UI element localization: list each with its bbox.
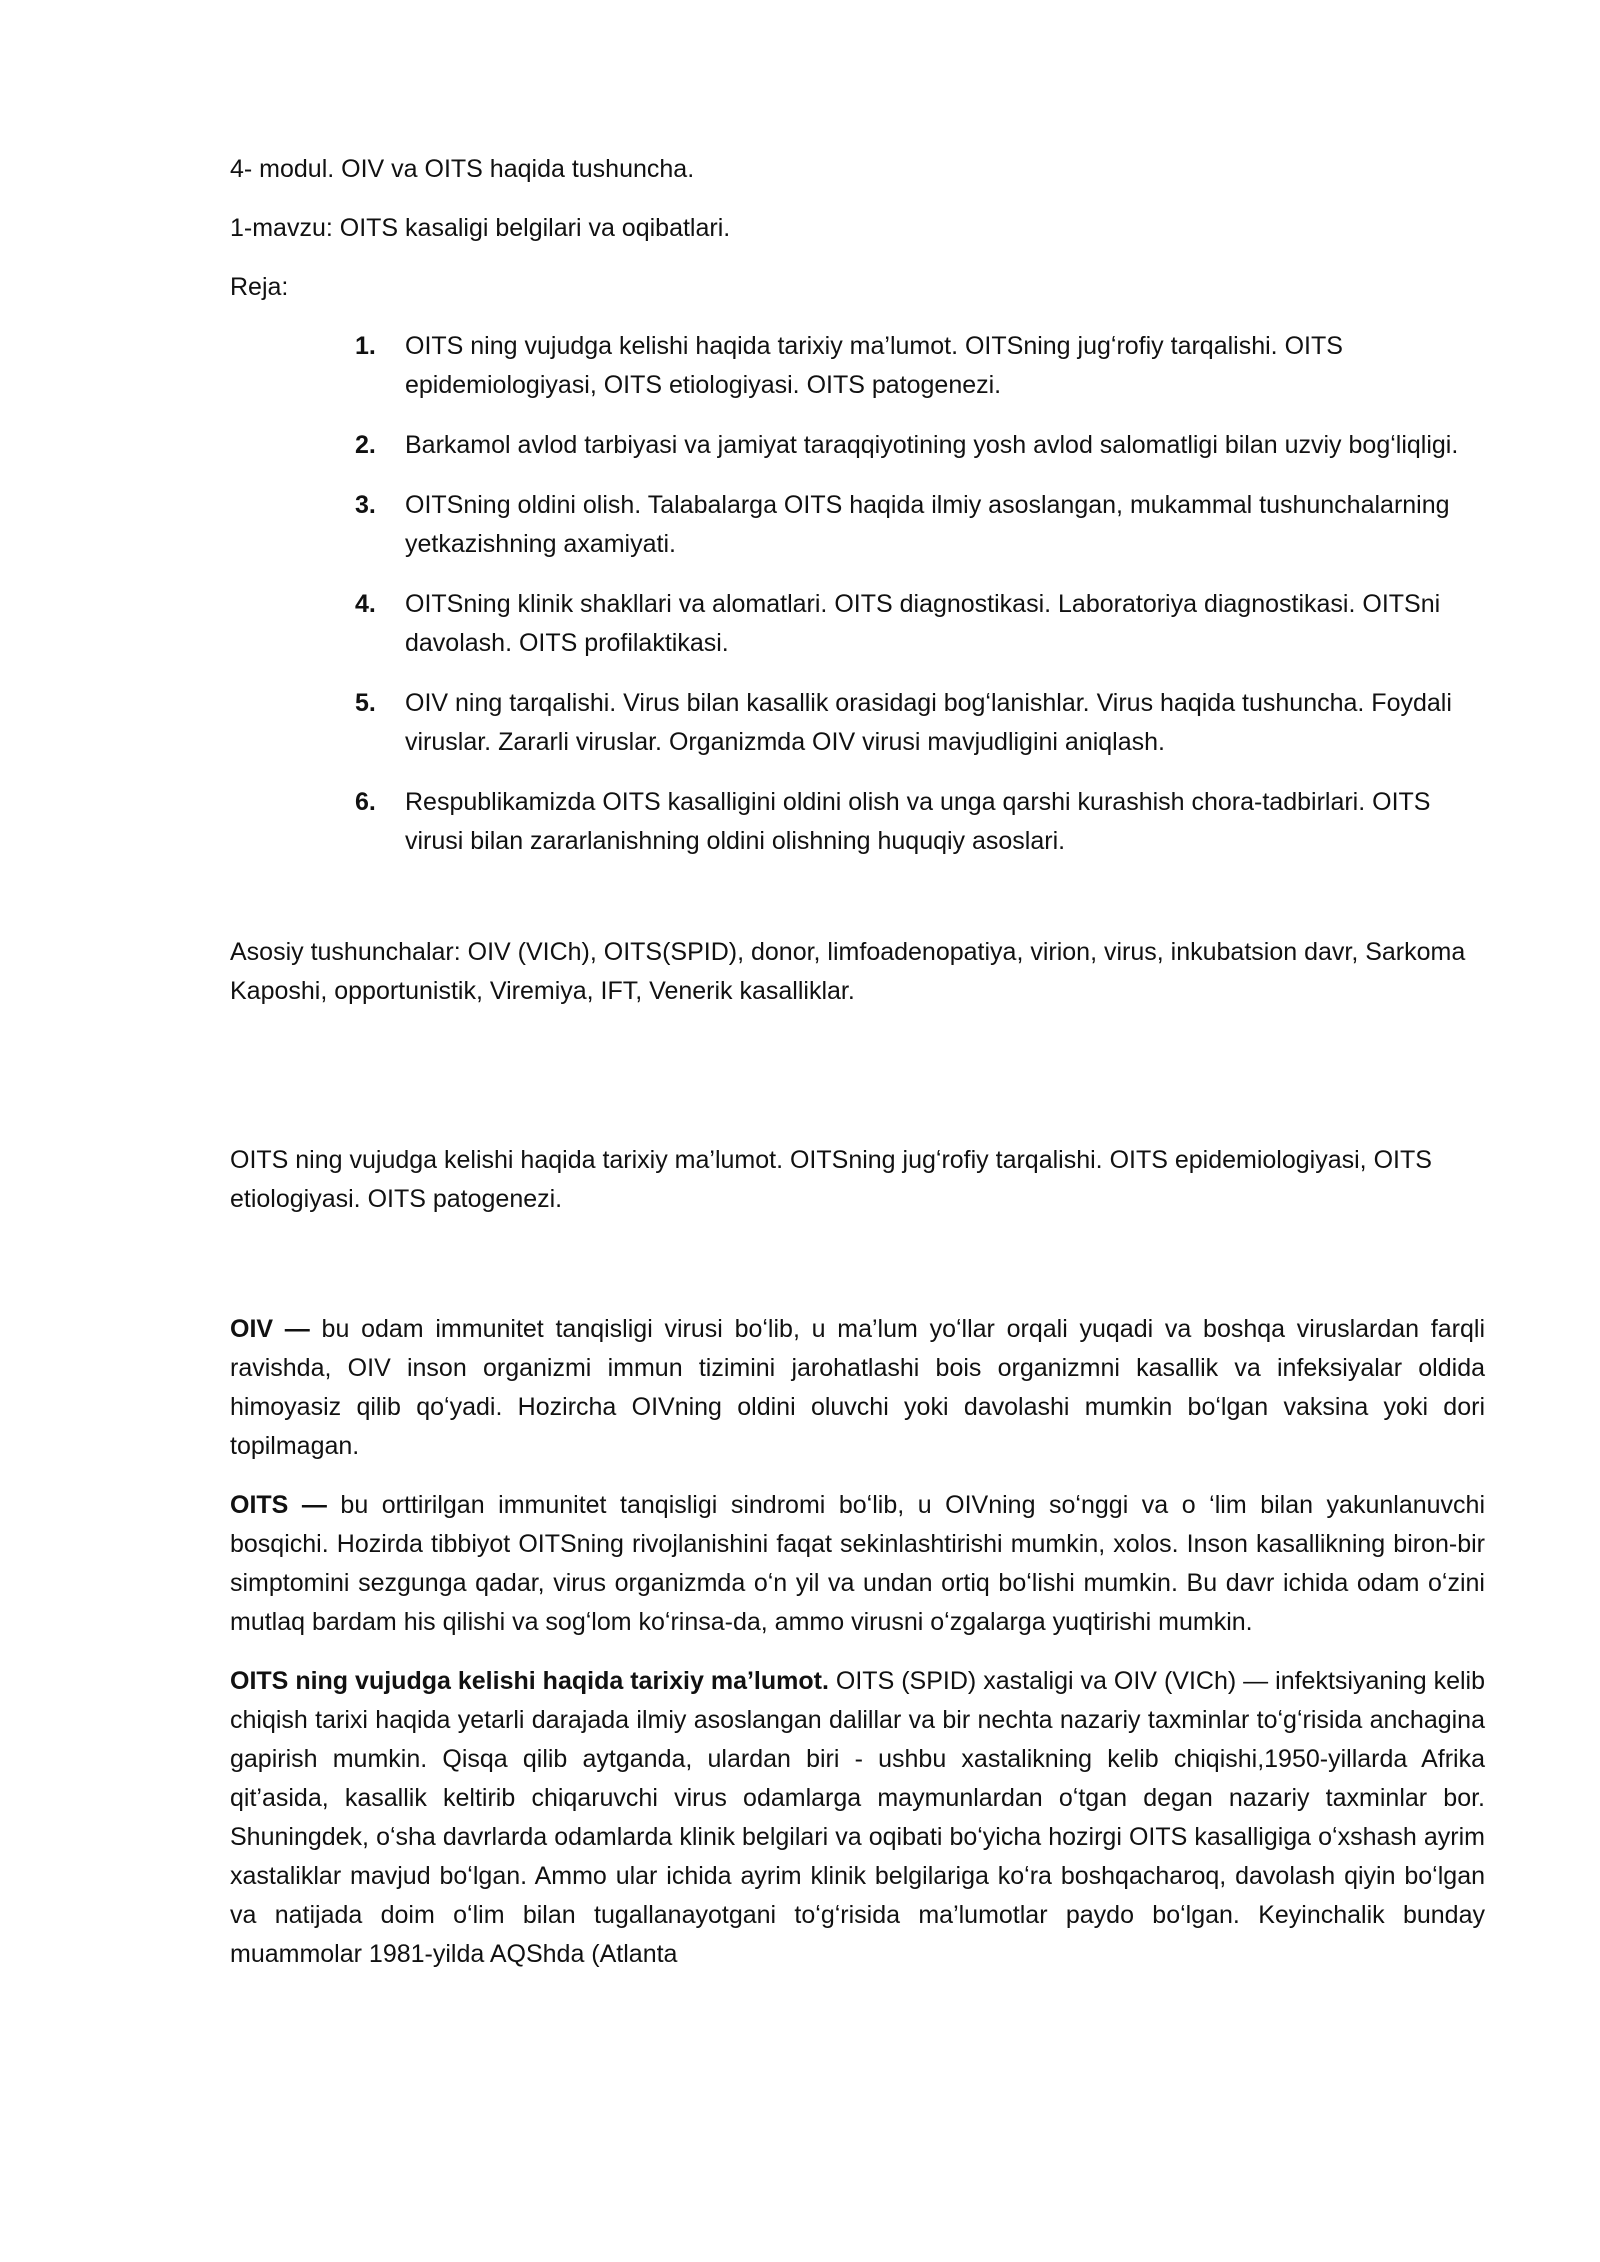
plan-item: [355, 486, 1475, 564]
plan-list: [355, 327, 1475, 861]
plan-item-text: OITS ning vujudga kelishi haqida tarixiy ma’lumot. OITSning jugʻrofiy tarqalishi. OITS epidemiologiyasi, OITS etiologiyasi. OITS patogenezi.: [405, 332, 1343, 399]
plan-item-number: 5.: [355, 689, 376, 717]
paragraph-oiv: [230, 1310, 1485, 1466]
plan-item-text: OITSning oldini olish. Talabalarga OITS haqida ilmiy asoslangan, mukammal tushunchalarning yetkazishning axamiyati.: [405, 491, 1450, 558]
paragraph-text: bu orttirilgan immunitet tanqisligi sindromi boʻlib, u OIVning soʻnggi va o ‘lim bilan yakunlanuvchi bosqichi. Hozirda tibbiyot OITSning rivojlanishini faqat sekinlashtirishi mumkin, xolos. Inson kasallikning biron-bir simptomini sezgunga qadar, virus organizmda oʻn yil va undan ortiq boʻlishi mumkin. Bu davr ichida odam oʻzini mutlaq bardam his qilishi va sogʻlom koʻrinsa-da, ammo virusni oʻzgalarga yuqtirishi mumkin.: [230, 1491, 1485, 1636]
paragraph-lead: OITS ning vujudga kelishi haqida tarixiy ma’lumot.: [230, 1667, 829, 1695]
paragraph-text: OITS (SPID) xastaligi va OIV (VICh) — infektsiyaning kelib chiqish tarixi haqida yetarli darajada ilmiy asoslangan dalillar va bir nechta nazariy taxminlar toʻgʻrisida anchagina gapirish mumkin. Qisqa qilib aytganda, ulardan biri - ushbu xastalikning kelib chiqishi,1950-yillarda Afrika qit’asida, kasallik keltirib chiqaruvchi virus odamlarga maymunlardan oʻtgan degan nazariy taxminlar bor. Shuningdek, oʻsha davrlarda odamlarda klinik belgilari va oqibati boʻyicha hozirgi OITS kasalligiga oʻxshash ayrim xastaliklar mavjud boʻlgan. Ammo ular ichida ayrim klinik belgilariga koʻra boshqacharoq, davolash qiyin boʻlgan va natijada doim oʻlim bilan tugallanayotgani toʻgʻrisida ma’lumotlar paydo boʻlgan. Keyinchalik bunday muammolar 1981-yilda AQShda (Atlanta: [230, 1667, 1486, 1968]
plan-item: [355, 684, 1475, 762]
module-title: 4- modul. OIV va OITS haqida tushuncha.: [230, 155, 695, 183]
plan-item: [355, 783, 1475, 861]
paragraph-lead: OITS —: [230, 1491, 327, 1519]
plan-item-number: 4.: [355, 590, 376, 618]
topic-title: 1-mavzu: OITS kasaligi belgilari va oqibatlari.: [230, 214, 731, 242]
section-heading: OITS ning vujudga kelishi haqida tarixiy ma’lumot. OITSning jugʻrofiy tarqalishi. OITS epidemiologiyasi, OITS etiologiyasi. OITS patogenezi.: [230, 1146, 1432, 1213]
paragraph-history: [230, 1662, 1485, 1974]
plan-item: [355, 426, 1475, 465]
document-body: [230, 150, 1485, 1974]
paragraph-text: bu odam immunitet tanqisligi virusi boʻlib, u ma’lum yoʻllar orqali yuqadi va boshqa viruslardan farqli ravishda, OIV inson organizmi immun tizimini jarohatlashi bois organizmni kasallik va infeksiyalar oldida himoyasiz qilib qoʻyadi. Hozircha OIVning oldini oluvchi yoki davolashi mumkin boʻlgan vaksina yoki dori topilmagan.: [230, 1315, 1486, 1460]
plan-label: Reja:: [230, 273, 289, 301]
plan-item-number: 2.: [355, 431, 376, 459]
key-concepts: Asosiy tushunchalar: OIV (VIСh), OITS(SPID), donor, limfoadenopatiya, virion, virus, inkubatsion davr, Sarkoma Kaposhi, opportunistik, Viremiya, IFT, Venerik kasalliklar.: [230, 938, 1466, 1005]
plan-item-text: Barkamol avlod tarbiyasi va jamiyat taraqqiyotining yosh avlod salomatligi bilan uzviy bogʻliqligi.: [405, 431, 1459, 459]
plan-item: [355, 585, 1475, 663]
paragraph-lead: OIV —: [230, 1315, 310, 1343]
paragraph-oits: [230, 1486, 1485, 1642]
plan-item-number: 6.: [355, 788, 376, 816]
plan-item: [355, 327, 1475, 405]
plan-item-text: OITSning klinik shakllari va alomatlari. OITS diagnostikasi. Laboratoriya diagnostikasi. OITSni davolash. OITS profilaktikasi.: [405, 590, 1441, 657]
plan-item-text: OIV ning tarqalishi. Virus bilan kasallik orasidagi bogʻlanishlar. Virus haqida tushuncha. Foydali viruslar. Zararli viruslar. Organizmda OIV virusi mavjudligini aniqlash.: [405, 689, 1452, 756]
plan-item-number: 1.: [355, 332, 376, 360]
plan-item-number: 3.: [355, 491, 376, 519]
plan-item-text: Respublikamizda OITS kasalligini oldini olish va unga qarshi kurashish chora-tadbirlari. OITS virusi bilan zararlanishning oldini olishning huquqiy asoslari.: [405, 788, 1431, 855]
